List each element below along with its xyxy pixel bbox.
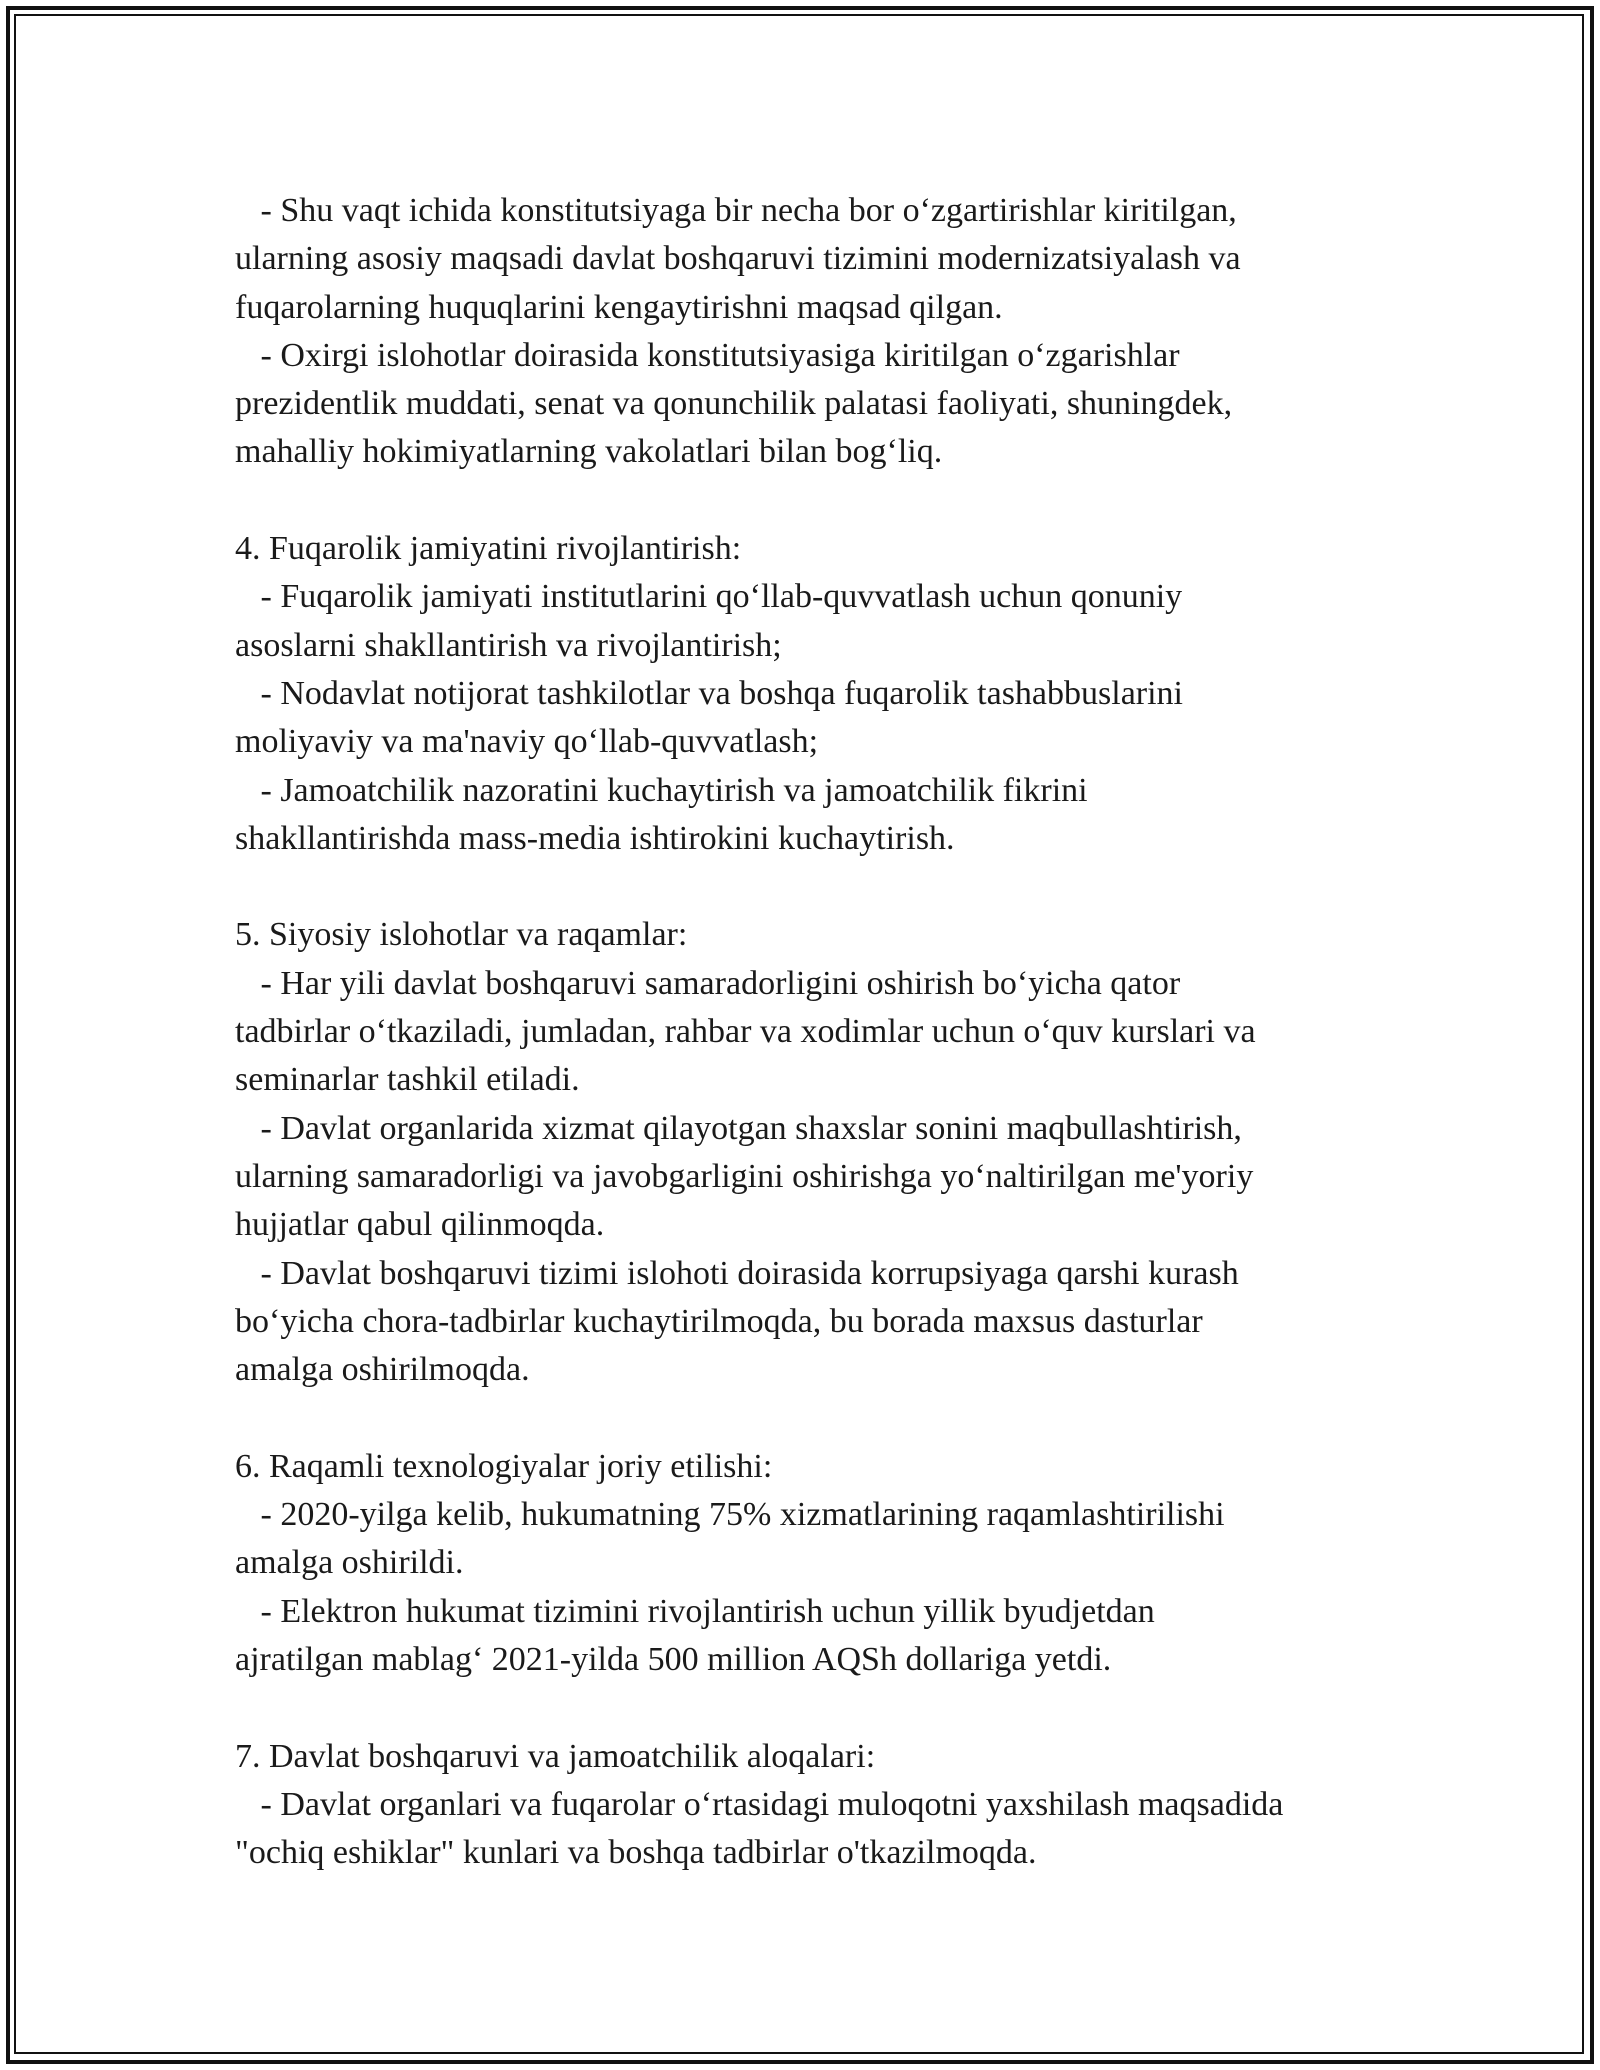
text-line: - Har yili davlat boshqaruvi samaradorligini oshirish bo‘yicha qator (235, 964, 1181, 1002)
section-heading: 5. Siyosiy islohotlar va raqamlar: (235, 916, 688, 954)
paragraph-gap (235, 1394, 1395, 1442)
text-line: seminarlar tashkil etiladi. (235, 1061, 580, 1099)
text-line: amalga oshirildi. (235, 1544, 464, 1582)
text-line: moliyaviy va ma'naviy qo‘llab-quvvatlash; (235, 723, 819, 761)
text-line: tadbirlar o‘tkaziladi, jumladan, rahbar va xodimlar uchun o‘quv kurslari va (235, 1013, 1256, 1051)
text-line: - Jamoatchilik nazoratini kuchaytirish va jamoatchilik fikrini (235, 771, 1088, 809)
text-line: - Davlat organlari va fuqarolar o‘rtasidagi muloqotni yaxshilash maqsadida (235, 1785, 1284, 1823)
text-line: hujjatlar qabul qilinmoqda. (235, 1206, 605, 1244)
text-line: mahalliy hokimiyatlarning vakolatlari bilan bog‘liq. (235, 433, 943, 471)
text-line: "ochiq eshiklar" kunlari va boshqa tadbirlar o'tkazilmoqda. (235, 1834, 1037, 1872)
text-line: - Davlat organlarida xizmat qilayotgan shaxslar sonini maqbullashtirish, (235, 1109, 1242, 1147)
text-line: - Elektron hukumat tizimini rivojlantirish uchun yillik byudjetdan (235, 1592, 1155, 1630)
paragraph-gap (235, 863, 1395, 911)
text-line: fuqarolarning huquqlarini kengaytirishni maqsad qilgan. (235, 288, 1003, 326)
text-line: - Oxirgi islohotlar doirasida konstitutsiyasiga kiritilgan o‘zgarishlar (235, 336, 1180, 374)
text-line: - Fuqarolik jamiyati institutlarini qo‘llab-quvvatlash uchun qonuniy (235, 578, 1183, 616)
text-line: - Shu vaqt ichida konstitutsiyaga bir necha bor o‘zgartirishlar kiritilgan, (235, 192, 1237, 229)
text-line: ularning asosiy maqsadi davlat boshqaruvi tizimini modernizatsiyalash va (235, 240, 1241, 278)
text-line: amalga oshirilmoqda. (235, 1351, 530, 1389)
text-line: - 2020-yilga kelib, hukumatning 75% xizmatlarining raqamlashtirilishi (235, 1496, 1225, 1534)
text-line: asoslarni shakllantirish va rivojlantirish; (235, 626, 782, 664)
section-heading: 4. Fuqarolik jamiyatini rivojlantirish: (235, 530, 742, 568)
text-line: ularning samaradorligi va javobgarligini oshirishga yo‘naltirilgan me'yoriy (235, 1157, 1254, 1195)
text-line: - Nodavlat notijorat tashkilotlar va boshqa fuqarolik tashabbuslarini (235, 674, 1183, 712)
text-line: - Davlat boshqaruvi tizimi islohoti doirasida korrupsiyaga qarshi kurash (235, 1254, 1239, 1292)
text-line: shakllantirishda mass-media ishtirokini kuchaytirish. (235, 819, 955, 857)
text-line: bo‘yicha chora-tadbirlar kuchaytirilmoqda, bu borada maxsus dasturlar (235, 1302, 1203, 1340)
paragraph-gap (235, 1684, 1395, 1732)
text-line: ajratilgan mablag‘ 2021-yilda 500 million AQSh dollariga yetdi. (235, 1640, 1112, 1678)
document-body (235, 187, 1395, 1877)
text-line: prezidentlik muddati, senat va qonunchilik palatasi faoliyati, shuningdek, (235, 385, 1233, 423)
section-heading: 6. Raqamli texnologiyalar joriy etilishi: (235, 1447, 773, 1485)
paragraph-gap (235, 477, 1395, 525)
section-heading: 7. Davlat boshqaruvi va jamoatchilik aloqalari: (235, 1737, 876, 1775)
